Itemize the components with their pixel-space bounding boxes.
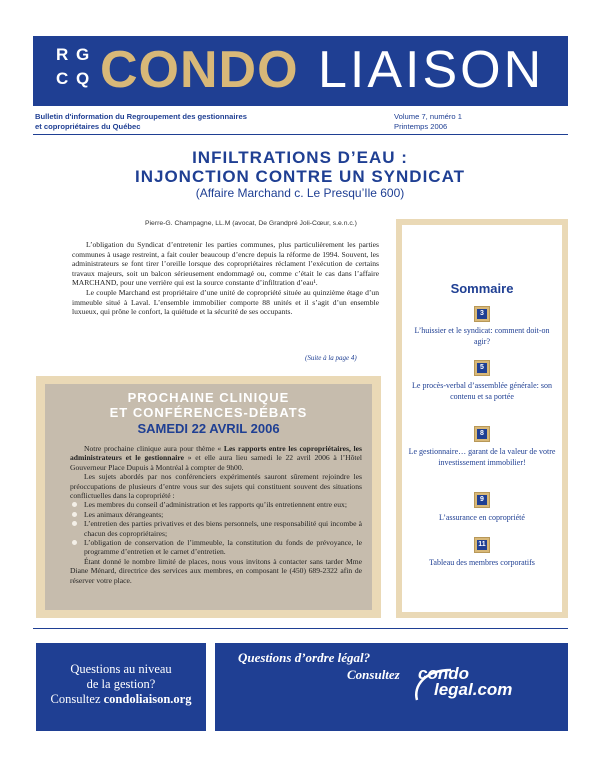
toc-page-badge: [474, 426, 490, 442]
toc-item[interactable]: Le procès-verbal d’assemblée générale: son contenu et sa portée: [412, 381, 552, 401]
logo-letter-g: G: [76, 45, 90, 64]
condolegal-logo-word2[interactable]: legal.com: [434, 680, 513, 699]
bullet-icon: [72, 512, 77, 517]
footer-legal-question: Questions d’ordre légal?: [238, 650, 371, 665]
issue-season: Printemps 2006: [394, 122, 448, 131]
headline-line-2: INJONCTION CONTRE UN SYNDICAT: [135, 167, 465, 186]
list-item-text: L’obligation de conservation de l’immeuble, la constitution du fonds de prévoyance, le programme d’entretien et le carnet d’entretien.: [84, 538, 362, 557]
article-intro: [72, 240, 379, 317]
headline-subtitle: (Affaire Marchand c. Le Presqu’Ile 600): [195, 186, 405, 200]
logo-letter-c: C: [56, 69, 69, 88]
footer-management-text: [36, 662, 206, 707]
title-liaison: LIAISON: [318, 41, 545, 99]
toc-item[interactable]: L’huissier et le syndicat: comment doit-on agir?: [414, 326, 550, 346]
article-paragraph-1: L’obligation du Syndicat d’entretenir les parties communes, plus particulièrement les parties communes à usage restreint, a fait couler beaucoup d’encre depuis la réforme de 1994. Souvent, les administrateurs se font tirer l’oreille lorsque des copropriétaires réclament l’exécution de certains travaux majeurs, soit un balcon sérieusement endommagé ou, comme c’était le cas dans l’affaire MARCHAND, pour une verrière qui est la source constante d’infiltration d’eau¹.: [72, 240, 379, 288]
toc-item[interactable]: Tableau des membres corporatifs: [429, 558, 535, 567]
subtitle-line-2: et copropriétaires du Québec: [35, 122, 141, 131]
logo-letter-r: R: [56, 45, 69, 64]
list-item: [70, 500, 362, 509]
clinic-theme: Les rapports entre les copropriétaires, les administrateurs et le gestionnaire: [70, 444, 362, 463]
logo-letter-q: Q: [76, 69, 90, 88]
footer-divider: [33, 628, 568, 629]
article-paragraph-2: Le couple Marchand est propriétaire d’une unité de copropriété située au quinzième étage d’un immeuble situé à Laval. L’ensemble immobilier comporte 88 unités et il s’agit d’un ensemble luxueux, qui prône le confort, la quiétude et la sécurité de ses occupants.: [72, 287, 379, 317]
clinic-date: SAMEDI 22 AVRIL 2006: [137, 421, 280, 436]
continued-link[interactable]: (Suite à la page 4): [305, 354, 357, 362]
clinic-paragraph-3: Étant donné le nombre limité de places, nous vous invitons à contacter sans tarder Mme Diane Ménard, directrice des services aux membres, en composant le (450) 689-2322 afin de réserver votre place.: [70, 556, 362, 585]
condolegal-logo-word1[interactable]: condo: [418, 664, 469, 683]
toc-item[interactable]: Le gestionnaire… garant de la valeur de votre investissement immobilier!: [408, 447, 556, 467]
list-item: [70, 510, 362, 519]
footer-left-line-3: [36, 692, 206, 707]
toc-page-number: 8: [477, 429, 487, 439]
volume-number: Volume 7, numéro 1: [394, 112, 462, 121]
clinic-heading-2: ET CONFÉRENCES-DÉBATS: [109, 405, 308, 420]
condoliaison-link[interactable]: condoliaison.org: [103, 692, 192, 706]
toc-page-number: 3: [477, 309, 487, 319]
footer-consult-label: Consultez: [50, 692, 104, 706]
publication-subtitle: [35, 112, 305, 132]
subtitle-line-1: Bulletin d'information du Regroupement des gestionnaires: [35, 112, 247, 121]
toc-page-number: 9: [477, 495, 487, 505]
clinic-p1-before: Notre prochaine clinique aura pour thème «: [84, 444, 224, 453]
clinic-heading-1: PROCHAINE CLINIQUE: [127, 390, 290, 405]
toc-item[interactable]: L’assurance en copropriété: [439, 513, 525, 522]
footer-left-line-2: de la gestion?: [86, 677, 156, 691]
volume-info: [394, 112, 462, 132]
sommaire-title: Sommaire: [450, 281, 514, 296]
toc-page-number: 5: [477, 363, 487, 373]
list-item: [70, 519, 362, 538]
bullet-icon: [72, 502, 77, 507]
list-item-text: Les membres du conseil d’administration et les rapports qu’ils entretiennent entre eux;: [84, 500, 347, 510]
list-item-text: Les animaux dérangeants;: [84, 509, 164, 519]
toc-page-badge: [474, 537, 490, 553]
footer-legal-consult: Consultez: [347, 667, 400, 682]
toc-page-badge: [474, 360, 490, 376]
footer-left-line-1: Questions au niveau: [70, 662, 172, 676]
clinic-paragraph-2: Les sujets abordés par nos conférenciers expérimentés sauront sûrement rejoindre les préoccupations de plusieurs d’entre vous sur des sujets qui constituent souvent des situations conflictuelles dans la copropriété :: [70, 472, 362, 501]
list-item-text: L’entretien des parties privatives et des biens personnels, une responsabilité qui incombe à chacun des copropriétaires;: [84, 519, 362, 538]
article-author: Pierre-G. Champagne, LL.M (avocat, De Grandpré Joli-Cœur, s.e.n.c.): [145, 220, 357, 227]
toc-page-badge: [474, 492, 490, 508]
clinic-paragraph-1: [70, 444, 362, 472]
clinic-topic-list: [70, 500, 362, 556]
headline-line-1: INFILTRATIONS D’EAU :: [192, 148, 408, 167]
list-item: [70, 538, 362, 557]
clinic-p1-after: » et elle aura lieu samedi le 22 avril 2006 à l’Hôtel Gouverneur Place Dupuis à Montréal à compter de 9h00.: [70, 453, 362, 472]
rgcq-logo: [52, 42, 98, 98]
title-condo: CONDO: [100, 41, 299, 99]
toc-page-number: 11: [478, 541, 486, 548]
bullet-icon: [72, 540, 77, 545]
bullet-icon: [72, 521, 77, 526]
masthead-divider: [33, 134, 568, 135]
clinic-body: [70, 444, 362, 585]
toc-page-badge: [474, 306, 490, 322]
